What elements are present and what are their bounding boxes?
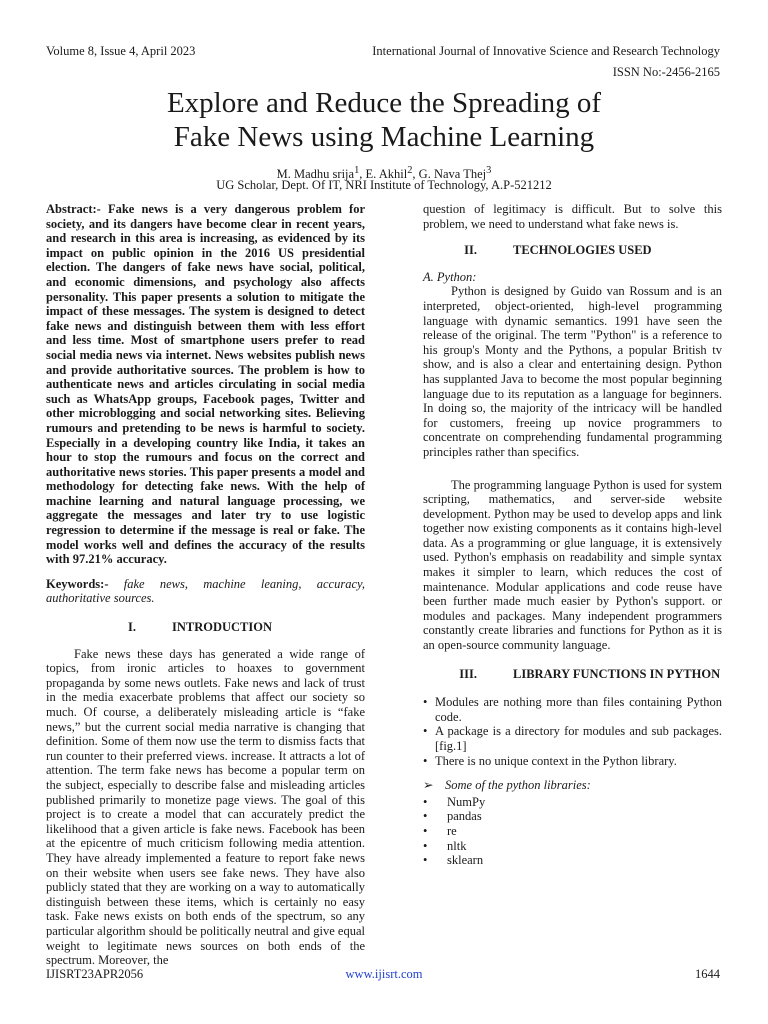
issn: ISSN No:-2456-2165 <box>612 65 720 79</box>
bullet-icon: • <box>423 823 428 838</box>
list-item: • re <box>423 823 457 838</box>
list-item: • NumPy <box>423 794 486 809</box>
author-3-sup: 3 <box>486 165 492 176</box>
subsection-python: A. Python: <box>423 269 477 284</box>
python-paragraph-2: The programming language Python is used for system scripting, mathematics, and server-side website development. Python may be used to develop apps and link together now existing components as it contains high-level data. As a programming or glue language, it is extensively used. Python's emphasis on readability and simple syntax makes it simpler to learn, which reduces the cost of maintenance. Modular applications and code reuse have been further made much easier by Python's support. or modules and packages. Many independent programmers constantly create libraries and functions for Python as it is an open-source community language. <box>423 477 722 653</box>
list-item: • nltk <box>423 838 467 853</box>
section-heading-2 <box>423 243 722 258</box>
continued-paragraph: question of legitimacy is difficult. But to solve this problem, we need to understand what fake news is. <box>423 202 722 231</box>
author-2: E. Akhil <box>365 167 408 182</box>
section-heading-1 <box>46 620 365 635</box>
author-1-sup: 1 <box>354 165 360 176</box>
section-heading-3 <box>423 667 722 682</box>
intro-paragraph: Fake news these days has generated a wide range of topics, from ironic articles to hoaxes to government propaganda by some news outlets. Fake news and lack of trust in the media exacerbate problems that affect our society so much. Of course, a deliberately misleading article is “fake news,” but the current social media narrative is changing that definition. Some of them now use the term to dismiss facts that run counter to their preferred views. increase. It attracts a lot of attention. The term fake news has become a popular term on the subject, especially to describe false and misleading articles published primarily to monetize page views. The goal of this project is to create a model that can accurately predict the likelihood that a given article is fake news. Facebook has been at the epicentre of much criticism following media attention. They have already implemented a feature to report fake news on their website when users see fake news. They have also publicly stated that they are working on a way to automatically distinguish between these items, which is certainly no easy task. Fake news exists on both ends of the spectrum, so any particular algorithm should be politically neutral and give equal weight to legitimate news sources on both ends of the spectrum. Moreover, the <box>46 646 365 968</box>
keywords-label: Keywords:- <box>46 576 109 591</box>
left-column <box>46 202 365 968</box>
bullet-icon: • <box>423 809 428 824</box>
author-3: G. Nava Thej <box>418 167 487 182</box>
section-number: II. <box>464 243 477 258</box>
section-title: TECHNOLOGIES USED <box>513 243 652 258</box>
affiliation: UG Scholar, Dept. Of IT, NRI Institute of Technology, A.P-521212 <box>216 178 552 192</box>
section-title: LIBRARY FUNCTIONS IN PYTHON <box>513 666 721 681</box>
libraries-heading-text: Some of the python libraries: <box>445 778 591 793</box>
arrow-icon: ➢ <box>423 778 434 793</box>
abstract: Abstract:- Fake news is a very dangerous problem for society, and its dangers have become clear in recent years, and research in this area is increasing, as evidenced by its impact on public opinion in the 2016 US presidential election. The dangers of fake news have social, political, and economic dimensions, and psychology also affects personality. This paper presents a solution to mitigate the impact of these messages. The system is designed to detect fake news and distinguish between them with less effort and less time. Most of smartphone users prefer to read social media news via internet. News websites publish news and provide authoritative sources. The problem is how to authenticate news and articles circulating in social media such as WhatsApp groups, Facebook pages, Twitter and other microblogging and social networking sites. Believing rumours and pretending to be news is harmful to society. Especially in a developing country like India, it takes an hour to stop the rumours and focus on the correct and authoritative news stories. This paper presents a model and methodology for detecting fake news. With the help of machine learning and natural language processing, we aggregate the messages and later try to use logistic regression to determine if the message is real or fake. The model works well and defines the accuracy of the results with 97.21% accuracy. <box>46 202 365 567</box>
python-paragraph-1: Python is designed by Guido van Rossum and is an interpreted, object-oriented, high-level programming language with dynamic semantics. 1991 have seen the release of the original. The term "Python" is a reference to his group's Monty and the Pythons, a popular British tv show, and is also a clear and entertaining design. Python has supplanted Java to become the most popular beginning language due to its reputation as a language for beginners. In doing so, the majority of the intricacy will be handled for customers, freeing up novice programmers to concentrate on comprehending fundamental programming principles rather than specifics. <box>423 284 722 459</box>
bullet-icon: • <box>423 724 428 739</box>
bullet-icon: • <box>423 838 428 853</box>
list-item: • sklearn <box>423 853 484 868</box>
journal-volume: Volume 8, Issue 4, April 2023 <box>46 44 196 58</box>
libraries-heading <box>423 778 722 793</box>
section-title: INTRODUCTION <box>172 620 273 635</box>
list-item: • Modules are nothing more than files containing Python code. <box>423 695 722 724</box>
website-link[interactable]: www.ijisrt.com <box>345 967 423 981</box>
section-number: III. <box>459 666 477 681</box>
paper-id: IJISRT23APR2056 <box>46 967 144 981</box>
page-number: 1644 <box>695 967 720 981</box>
bullet-icon: • <box>423 853 428 868</box>
bullet-icon: • <box>423 753 428 768</box>
list-item: • pandas <box>423 809 482 824</box>
title-line-2: Fake News using Machine Learning <box>173 121 595 153</box>
author-1: M. Madhu srija <box>276 167 355 182</box>
library-list <box>423 795 722 868</box>
authors: M. Madhu srija$^1$, E. Akhil$^2$, G. Nava Thej$^3$ <box>276 165 492 182</box>
bullet-icon: • <box>423 695 428 710</box>
section-number: I. <box>128 620 136 635</box>
keywords <box>46 577 365 606</box>
paper-title <box>0 86 768 154</box>
bullet-icon: • <box>423 794 428 809</box>
author-2-sup: 2 <box>407 165 413 176</box>
right-column <box>423 202 722 868</box>
title-line-1: Explore and Reduce the Spreading of <box>166 87 602 119</box>
list-item: • There is no unique context in the Python library. <box>423 753 677 768</box>
list-item: • A package is a directory for modules and sub packages. [fig.1] <box>423 724 722 753</box>
journal-name: International Journal of Innovative Science and Research Technology <box>372 44 720 58</box>
keywords-text: fake news, machine leaning, accuracy, authoritative sources. <box>46 576 365 606</box>
library-bullets <box>423 695 722 768</box>
